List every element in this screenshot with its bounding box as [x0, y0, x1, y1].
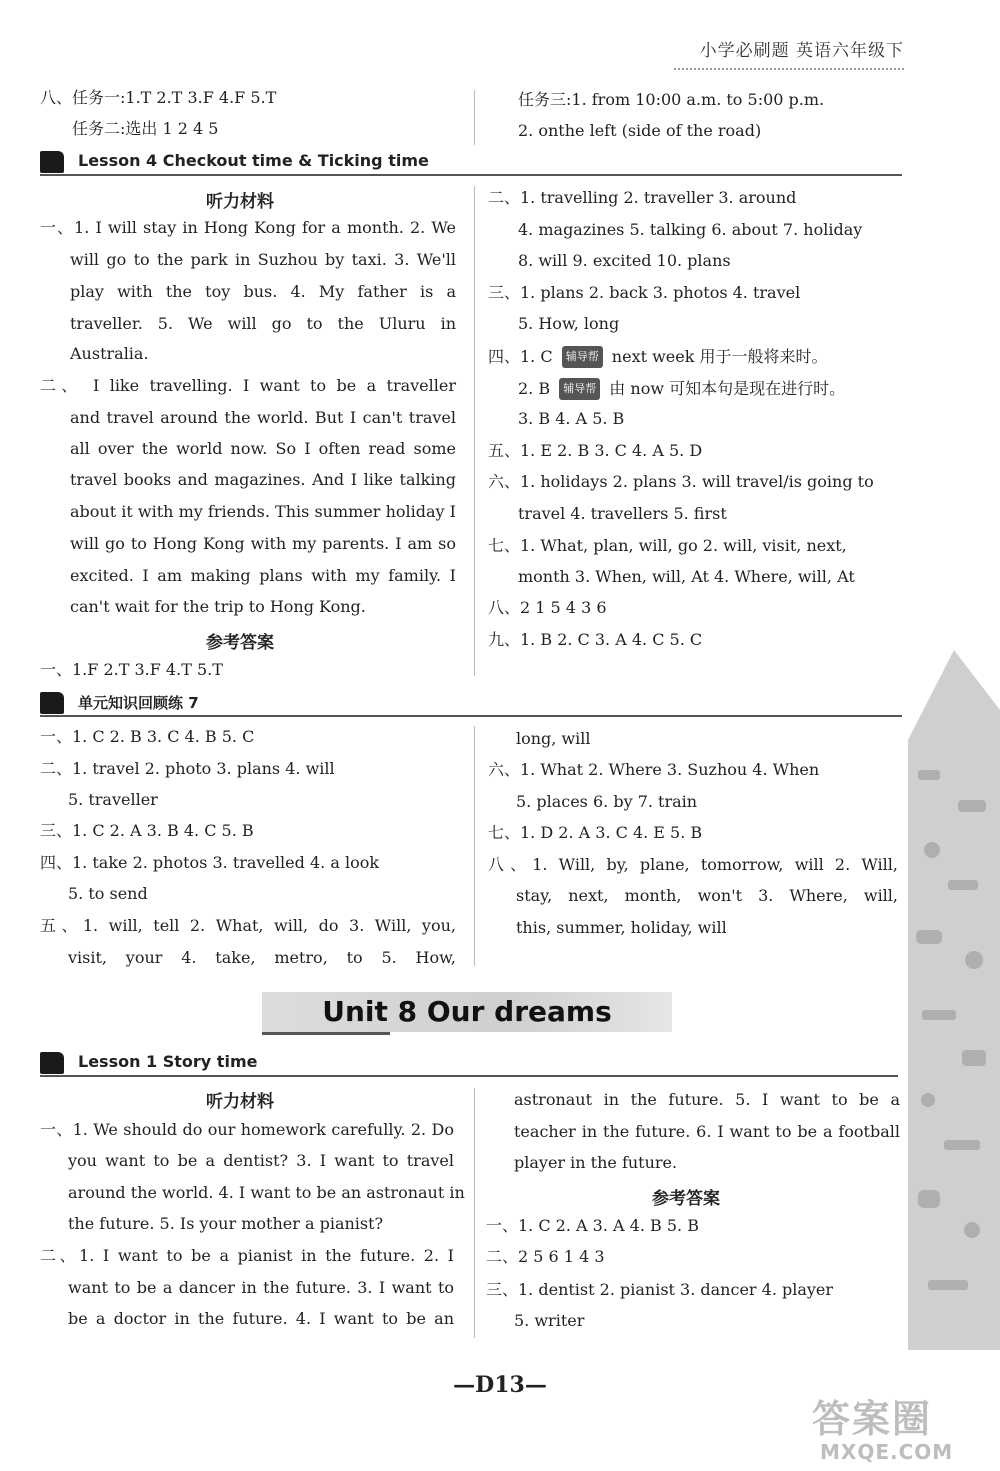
- answer-line: 一、1.F 2.T 3.F 4.T 5.T: [40, 660, 223, 679]
- listening-line: Australia.: [70, 344, 149, 363]
- column-divider: [474, 186, 475, 676]
- listening-title: 听力材料: [206, 1092, 274, 1112]
- listening-line: want to be a dancer in the future. 3. I want to: [68, 1278, 454, 1297]
- listening-line: 二、 I like travelling. I want to be a traveller: [40, 376, 456, 395]
- answer-text: 2. B: [518, 379, 551, 398]
- task-1-answers: 八、任务一:1.T 2.T 3.F 4.F 5.T: [40, 88, 277, 107]
- answer-line: 六、1. What 2. Where 3. Suzhou 4. When: [488, 760, 820, 779]
- answer-line: 二、1. travel 2. photo 3. plans 4. will: [40, 759, 335, 778]
- answer-line: 八、2 1 5 4 3 6: [488, 598, 607, 617]
- lesson-1-title: Lesson 1 Story time: [78, 1052, 258, 1071]
- answer-line: stay, next, month, won't 3. Where, will,: [516, 886, 898, 905]
- section-marker-icon: [40, 1052, 64, 1074]
- helper-note: next week 用于一般将来时。: [611, 347, 828, 366]
- answer-line: 5. How, long: [518, 314, 620, 333]
- task-3-answer-2: 2. onthe left (side of the road): [518, 121, 762, 140]
- answer-line: 二、2 5 6 1 4 3: [486, 1247, 605, 1266]
- answer-line: 七、1. D 2. A 3. C 4. E 5. B: [488, 823, 703, 842]
- review-7-title: 单元知识回顾练 7: [78, 694, 199, 712]
- listening-line: be a doctor in the future. 4. I want to be an: [68, 1309, 454, 1328]
- answer-line: 5. places 6. by 7. train: [516, 792, 698, 811]
- listening-line: can't wait for the trip to Hong Kong.: [70, 597, 366, 616]
- answer-line: 二、1. travelling 2. traveller 3. around: [488, 188, 797, 207]
- answer-line: month 3. When, will, At 4. Where, will, At: [518, 567, 855, 586]
- listening-line: traveller. 5. We will go to the Uluru in: [70, 314, 456, 333]
- answer-line: 三、1. C 2. A 3. B 4. C 5. B: [40, 821, 254, 840]
- task-3-answers: 任务三:1. from 10:00 a.m. to 5:00 p.m.: [518, 90, 825, 109]
- answer-line: 四、1. take 2. photos 3. travelled 4. a look: [40, 853, 380, 872]
- listening-line: and travel around the world. But I can't travel: [70, 408, 456, 427]
- listening-line: the future. 5. Is your mother a pianist?: [68, 1214, 384, 1233]
- section-rule: [40, 1075, 898, 1077]
- listening-title: 听力材料: [206, 192, 274, 212]
- answer-line: 三、1. plans 2. back 3. photos 4. travel: [488, 283, 801, 302]
- section-marker-icon: [40, 151, 64, 173]
- section-rule: [40, 174, 902, 176]
- listening-line: will go to Hong Kong with my parents. I am so: [70, 534, 456, 553]
- answer-line: 五、1. will, tell 2. What, will, do 3. Will, you,: [40, 916, 456, 935]
- answer-line: 5. writer: [514, 1311, 585, 1330]
- helper-note: 由 now 可知本句是现在进行时。: [609, 379, 846, 398]
- lesson-4-title: Lesson 4 Checkout time & Ticking time: [78, 151, 429, 170]
- listening-line: 一、1. We should do our homework carefully. 2. Do: [40, 1120, 454, 1139]
- answer-line: 三、1. dentist 2. pianist 3. dancer 4. player: [486, 1280, 834, 1299]
- answer-line: 一、1. C 2. B 3. C 4. B 5. C: [40, 727, 255, 746]
- column-divider: [474, 1088, 475, 1338]
- listening-line: excited. I am making plans with my family. I: [70, 566, 456, 585]
- answer-line: 一、1. C 2. A 3. A 4. B 5. B: [486, 1216, 699, 1235]
- answer-line: 5. to send: [68, 884, 148, 903]
- watermark-url: MXQE.COM: [820, 1440, 954, 1464]
- task-2-answers: 任务二:选出 1 2 4 5: [72, 119, 219, 138]
- page-number: —D13—: [453, 1372, 547, 1398]
- answer-line: visit, your 4. take, metro, to 5. How,: [68, 948, 456, 967]
- page-header-title: 小学必刷题 英语六年级下: [699, 41, 904, 61]
- column-divider: [474, 90, 475, 145]
- listening-line: 二、1. I want to be a pianist in the future. 2. I: [40, 1246, 454, 1265]
- answer-line: 八、1. Will, by, plane, tomorrow, will 2. Will,: [488, 855, 898, 874]
- listening-line: all over the world now. So I often read some: [70, 439, 456, 458]
- answers-title: 参考答案: [652, 1189, 720, 1209]
- answer-line: this, summer, holiday, will: [516, 918, 727, 937]
- answer-line: travel 4. travellers 5. first: [518, 504, 727, 523]
- listening-line: player in the future.: [514, 1153, 678, 1172]
- listening-line: 一、1. I will stay in Hong Kong for a month. 2. We: [40, 218, 456, 237]
- answer-line: [488, 346, 828, 368]
- listening-line: astronaut in the future. 5. I want to be a: [514, 1090, 900, 1109]
- answer-line: 5. traveller: [68, 790, 158, 809]
- answer-line: 3. B 4. A 5. B: [518, 409, 625, 428]
- answer-line: [518, 378, 845, 400]
- section-rule: [40, 715, 902, 717]
- listening-line: will go to the park in Suzhou by taxi. 3. We'll: [70, 250, 456, 269]
- answer-line: 九、1. B 2. C 3. A 4. C 5. C: [488, 630, 703, 649]
- listening-line: play with the toy bus. 4. My father is a: [70, 282, 456, 301]
- unit-banner-underline: [262, 1032, 390, 1035]
- answers-title: 参考答案: [206, 633, 274, 653]
- answer-line: 六、1. holidays 2. plans 3. will travel/is going to: [488, 472, 874, 491]
- answer-line: 8. will 9. excited 10. plans: [518, 251, 731, 270]
- listening-line: around the world. 4. I want to be an astronaut in: [68, 1183, 465, 1202]
- unit-title: Unit 8 Our dreams: [322, 995, 612, 1028]
- listening-line: about it with my friends. This summer holiday I: [70, 502, 456, 521]
- section-marker-icon: [40, 692, 64, 714]
- decorative-pattern-panel: [908, 650, 1000, 1350]
- header-dotted-rule: [674, 68, 904, 70]
- answer-text: 四、1. C: [488, 347, 553, 366]
- listening-line: you want to be a dentist? 3. I want to travel: [68, 1151, 454, 1170]
- answer-line: 4. magazines 5. talking 6. about 7. holiday: [518, 220, 863, 239]
- helper-badge: 辅导帮: [559, 378, 600, 400]
- watermark-logo: 答案圈: [812, 1397, 933, 1441]
- answer-line: 七、1. What, plan, will, go 2. will, visit, next,: [488, 536, 847, 555]
- helper-badge: 辅导帮: [562, 346, 603, 368]
- listening-line: teacher in the future. 6. I want to be a football: [514, 1122, 900, 1141]
- answer-line: 五、1. E 2. B 3. C 4. A 5. D: [488, 441, 703, 460]
- listening-line: travel books and magazines. And I like talking: [70, 470, 456, 489]
- answer-line: long, will: [516, 729, 591, 748]
- column-divider: [474, 726, 475, 966]
